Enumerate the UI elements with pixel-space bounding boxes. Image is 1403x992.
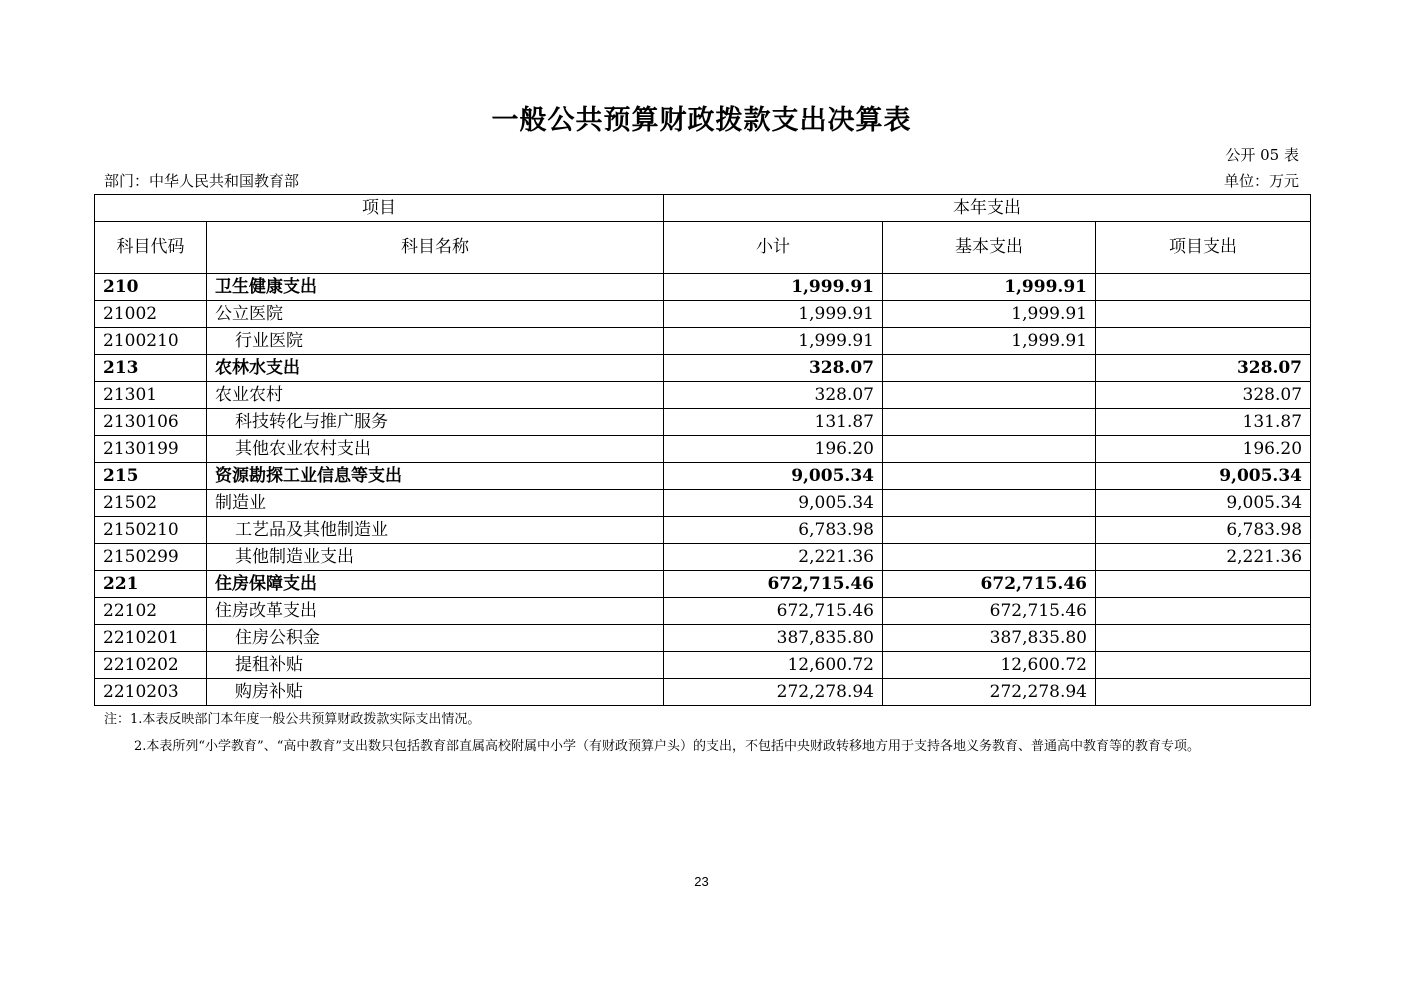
unit-label: 单位：万元 xyxy=(1223,172,1299,190)
row-name: 科技转化与推广服务 xyxy=(207,409,664,436)
row-basic: 672,715.46 xyxy=(883,571,1096,598)
table-row xyxy=(95,409,1311,436)
row-project xyxy=(1096,625,1311,652)
row-basic xyxy=(883,436,1096,463)
row-code: 2100210 xyxy=(95,328,207,355)
row-name: 提租补贴 xyxy=(207,652,664,679)
row-project xyxy=(1096,571,1311,598)
table-number: 公开 05 表 xyxy=(1225,146,1299,164)
row-basic: 12,600.72 xyxy=(883,652,1096,679)
row-project: 6,783.98 xyxy=(1096,517,1311,544)
row-code: 21002 xyxy=(95,301,207,328)
table-row xyxy=(95,355,1311,382)
department-label: 部门：中华人民共和国教育部 xyxy=(104,172,300,190)
table-row xyxy=(95,571,1311,598)
table-row xyxy=(95,652,1311,679)
row-subtotal: 672,715.46 xyxy=(664,571,883,598)
row-project xyxy=(1096,274,1311,301)
row-project xyxy=(1096,328,1311,355)
row-basic: 272,278.94 xyxy=(883,679,1096,706)
row-subtotal: 328.07 xyxy=(664,382,883,409)
row-code: 221 xyxy=(95,571,207,598)
row-basic xyxy=(883,409,1096,436)
row-project: 9,005.34 xyxy=(1096,463,1311,490)
row-name: 其他制造业支出 xyxy=(207,544,664,571)
document-title: 一般公共预算财政拨款支出决算表 xyxy=(491,105,912,136)
page-number: 23 xyxy=(694,874,709,889)
table-row xyxy=(95,544,1311,571)
table-row xyxy=(95,598,1311,625)
row-name: 住房公积金 xyxy=(207,625,664,652)
row-name: 其他农业农村支出 xyxy=(207,436,664,463)
row-project xyxy=(1096,301,1311,328)
row-code: 2210201 xyxy=(95,625,207,652)
row-subtotal: 1,999.91 xyxy=(664,328,883,355)
row-subtotal: 196.20 xyxy=(664,436,883,463)
table-row xyxy=(95,301,1311,328)
row-subtotal: 2,221.36 xyxy=(664,544,883,571)
row-subtotal: 1,999.91 xyxy=(664,274,883,301)
row-subtotal: 12,600.72 xyxy=(664,652,883,679)
row-code: 2130199 xyxy=(95,436,207,463)
row-name: 卫生健康支出 xyxy=(207,274,664,301)
row-project: 131.87 xyxy=(1096,409,1311,436)
header-item: 项目 xyxy=(95,195,664,222)
row-code: 2150299 xyxy=(95,544,207,571)
row-name: 资源勘探工业信息等支出 xyxy=(207,463,664,490)
row-basic: 1,999.91 xyxy=(883,328,1096,355)
row-name: 行业医院 xyxy=(207,328,664,355)
table-row xyxy=(95,328,1311,355)
row-code: 2130106 xyxy=(95,409,207,436)
header-current-year: 本年支出 xyxy=(664,195,1311,222)
row-subtotal: 131.87 xyxy=(664,409,883,436)
row-basic: 672,715.46 xyxy=(883,598,1096,625)
header-row-2 xyxy=(95,222,1311,274)
row-subtotal: 9,005.34 xyxy=(664,490,883,517)
row-subtotal: 1,999.91 xyxy=(664,301,883,328)
row-basic xyxy=(883,517,1096,544)
table-row xyxy=(95,382,1311,409)
row-name: 购房补贴 xyxy=(207,679,664,706)
row-project: 2,221.36 xyxy=(1096,544,1311,571)
row-code: 21502 xyxy=(95,490,207,517)
table-row xyxy=(95,517,1311,544)
row-name: 制造业 xyxy=(207,490,664,517)
header-row-1 xyxy=(95,195,1311,222)
row-name: 公立医院 xyxy=(207,301,664,328)
table-row xyxy=(95,490,1311,517)
row-subtotal: 387,835.80 xyxy=(664,625,883,652)
header-code: 科目代码 xyxy=(95,222,207,274)
row-code: 2210203 xyxy=(95,679,207,706)
table-row xyxy=(95,436,1311,463)
row-subtotal: 328.07 xyxy=(664,355,883,382)
row-basic xyxy=(883,544,1096,571)
expenditure-table xyxy=(94,194,1311,706)
row-basic: 1,999.91 xyxy=(883,301,1096,328)
row-code: 2150210 xyxy=(95,517,207,544)
table-row xyxy=(95,679,1311,706)
row-project xyxy=(1096,598,1311,625)
row-name: 农业农村 xyxy=(207,382,664,409)
note-1: 注：1.本表反映部门本年度一般公共预算财政拨款实际支出情况。 xyxy=(104,712,481,727)
header-name: 科目名称 xyxy=(207,222,664,274)
row-project xyxy=(1096,679,1311,706)
row-code: 22102 xyxy=(95,598,207,625)
row-project: 328.07 xyxy=(1096,355,1311,382)
table-row xyxy=(95,463,1311,490)
row-basic xyxy=(883,463,1096,490)
row-name: 住房保障支出 xyxy=(207,571,664,598)
row-project xyxy=(1096,652,1311,679)
row-subtotal: 9,005.34 xyxy=(664,463,883,490)
row-subtotal: 272,278.94 xyxy=(664,679,883,706)
row-code: 2210202 xyxy=(95,652,207,679)
row-subtotal: 6,783.98 xyxy=(664,517,883,544)
row-subtotal: 672,715.46 xyxy=(664,598,883,625)
header-basic: 基本支出 xyxy=(883,222,1096,274)
row-code: 213 xyxy=(95,355,207,382)
row-name: 住房改革支出 xyxy=(207,598,664,625)
row-basic: 387,835.80 xyxy=(883,625,1096,652)
table-row xyxy=(95,625,1311,652)
row-name: 农林水支出 xyxy=(207,355,664,382)
header-subtotal: 小计 xyxy=(664,222,883,274)
row-project: 196.20 xyxy=(1096,436,1311,463)
row-name: 工艺品及其他制造业 xyxy=(207,517,664,544)
header-project: 项目支出 xyxy=(1096,222,1311,274)
row-basic xyxy=(883,382,1096,409)
row-basic xyxy=(883,355,1096,382)
row-project: 9,005.34 xyxy=(1096,490,1311,517)
row-basic: 1,999.91 xyxy=(883,274,1096,301)
row-code: 215 xyxy=(95,463,207,490)
row-code: 210 xyxy=(95,274,207,301)
row-basic xyxy=(883,490,1096,517)
row-code: 21301 xyxy=(95,382,207,409)
table-row xyxy=(95,274,1311,301)
row-project: 328.07 xyxy=(1096,382,1311,409)
note-2: 2.本表所列“小学教育”、“高中教育”支出数只包括教育部直属高校附属中小学（有财政预算户头）的支出，不包括中央财政转移地方用于支持各地义务教育、普通高中教育等的教育专项。 xyxy=(134,739,1200,754)
